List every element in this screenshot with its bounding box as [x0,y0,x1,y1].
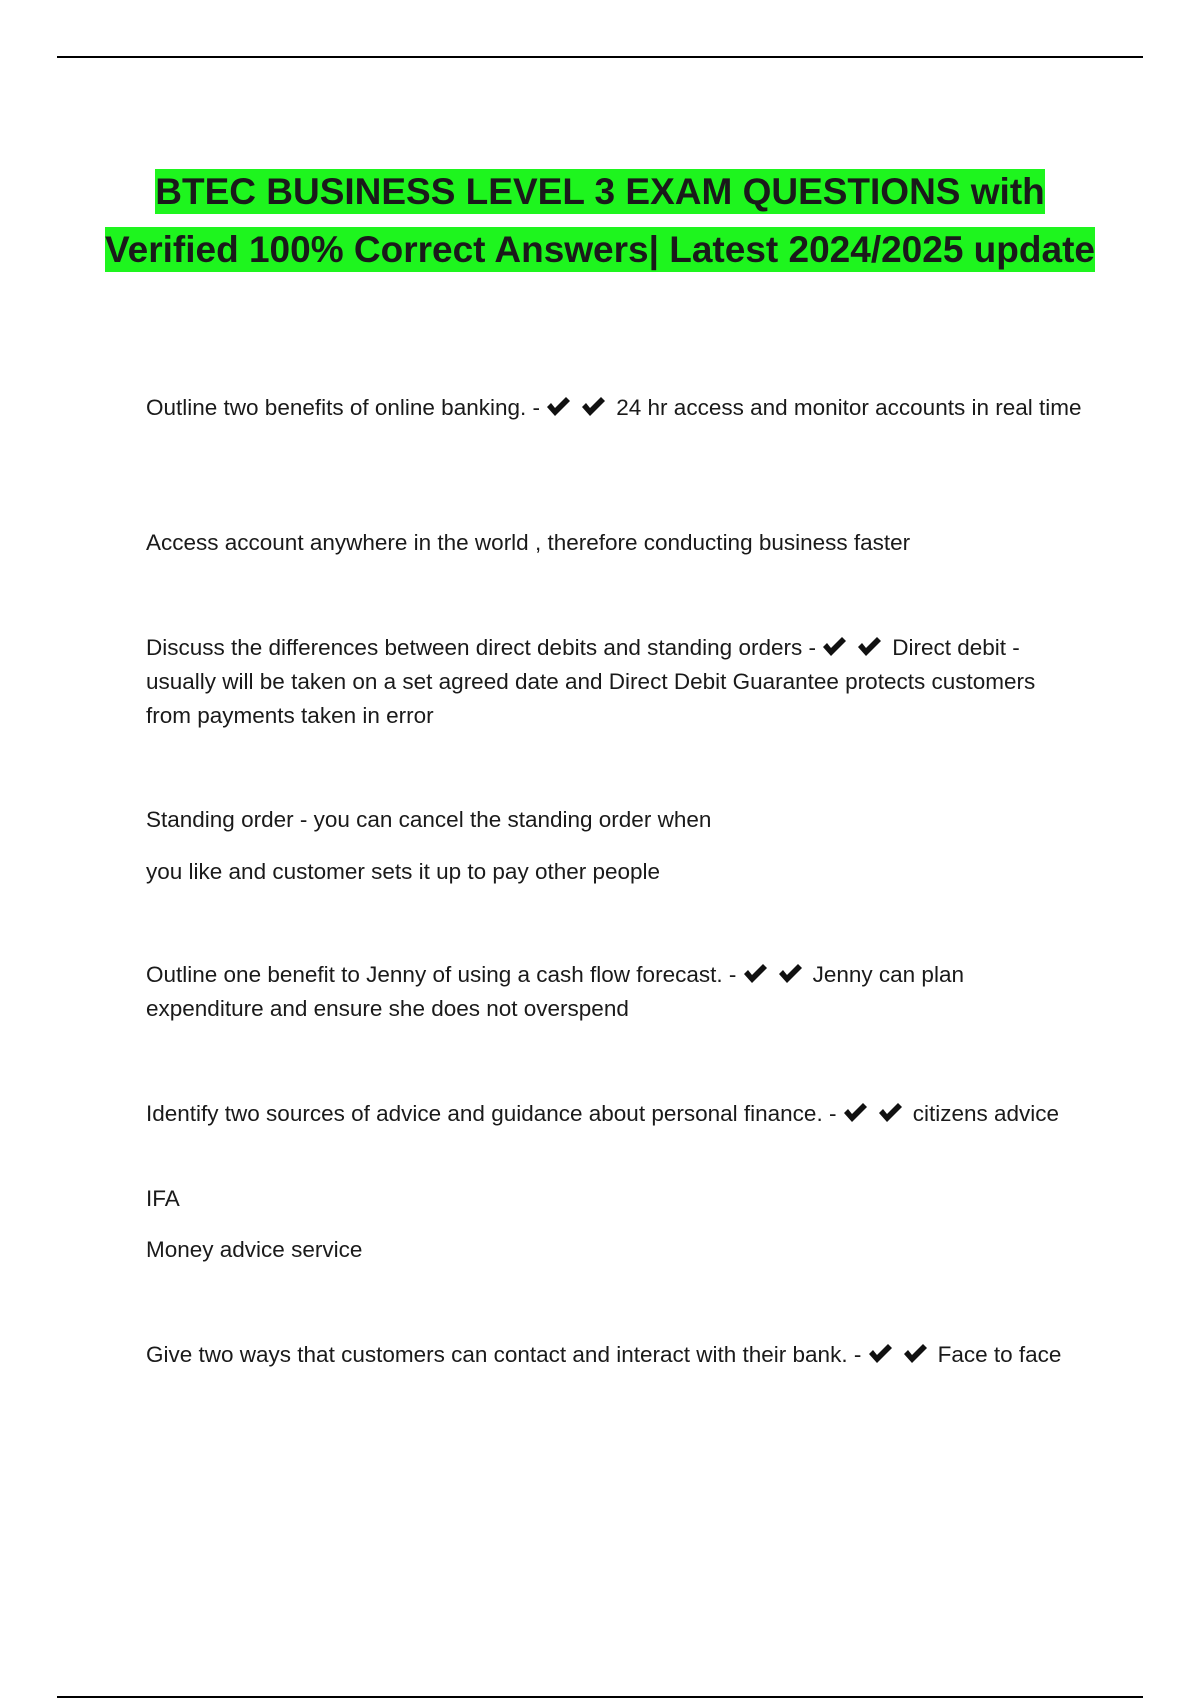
qa-item [146,1097,1086,1131]
text-line: Standing order - you can cancel the standing order when [146,807,712,832]
check-mark-icon [743,963,772,985]
qa-item [146,1338,1086,1372]
answer-text: Face to face [937,1342,1062,1367]
title-highlight: BTEC BUSINESS LEVEL 3 EXAM QUESTIONS with Verified 100% Correct Answers| Latest 2024/2025 update [105,170,1095,270]
check-mark-icon [581,396,610,418]
text-line: Access account anywhere in the world , therefore conducting business faster [146,530,911,555]
check-mark-icon [843,1102,872,1124]
question-text: Outline one benefit to Jenny of using a cash flow forecast. - [146,962,737,987]
qa-item [146,631,1086,733]
text-line: IFA [146,1186,180,1211]
question-text: Outline two benefits of online banking. - [146,395,540,420]
question-text: Identify two sources of advice and guidance about personal finance. - [146,1101,837,1126]
question-text: Give two ways that customers can contact and interact with their bank. - [146,1342,862,1367]
footer-rule [57,1696,1143,1698]
check-mark-icon [878,1102,907,1124]
check-mark-icon [822,636,851,658]
answer-text: Jenny can plan expenditure and ensure she does not overspend [146,962,964,1021]
text-line: Money advice service [146,1237,363,1262]
check-mark-icon [857,636,886,658]
check-mark-icon [903,1343,932,1365]
check-mark-icon [546,396,575,418]
answer-text: citizens advice [912,1101,1060,1126]
text-line: you like and customer sets it up to pay other people [146,859,661,884]
question-text: Discuss the differences between direct debits and standing orders - [146,635,816,660]
header-rule [57,56,1143,58]
qa-item [146,958,1086,1026]
answer-text: 24 hr access and monitor accounts in real time [616,395,1082,420]
check-mark-icon [868,1343,897,1365]
answer-text: Direct debit - usually will be taken on a set agreed date and Direct Debit Guarantee protects customers from payments taken in error [146,635,1036,728]
qa-item [146,391,1086,425]
document-title [100,163,1100,279]
check-mark-icon [778,963,807,985]
